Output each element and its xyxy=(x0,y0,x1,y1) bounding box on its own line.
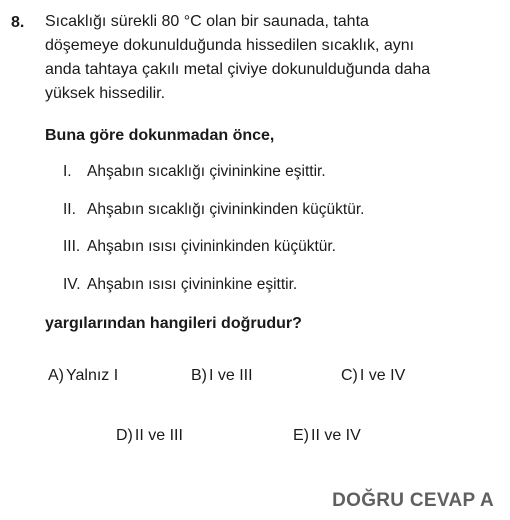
stem-line: yüksek hissedilir. xyxy=(45,85,166,102)
statement-i xyxy=(63,163,326,181)
option-text: II ve III xyxy=(134,427,183,444)
option-c[interactable] xyxy=(341,367,405,385)
option-text: Yalnız I xyxy=(66,367,119,384)
question-prompt: yargılarından hangileri doğrudur? xyxy=(45,315,302,332)
lead-in: Buna göre dokunmadan önce, xyxy=(45,127,275,144)
option-letter: C) xyxy=(341,367,358,384)
question-stem xyxy=(45,10,485,106)
statement-iii xyxy=(63,238,336,256)
statement-text: Ahşabın ısısı çivininkinden küçüktür. xyxy=(87,238,336,255)
option-d[interactable] xyxy=(116,427,183,445)
statement-iv xyxy=(63,276,297,294)
correct-answer-label: DOĞRU CEVAP A xyxy=(332,490,494,511)
statement-text: Ahşabın sıcaklığı çivininkinden küçüktür. xyxy=(87,201,365,218)
option-text: II ve IV xyxy=(311,427,361,444)
option-letter: A) xyxy=(48,367,64,384)
option-letter: B) xyxy=(191,367,207,384)
option-text: I ve III xyxy=(209,367,253,384)
statement-ii xyxy=(63,201,364,219)
option-b[interactable] xyxy=(191,367,253,385)
stem-line: Sıcaklığı sürekli 80 °C olan bir saunada, tahta xyxy=(45,13,369,30)
statement-text: Ahşabın ısısı çivininkine eşittir. xyxy=(87,276,298,293)
option-text: I ve IV xyxy=(359,367,406,384)
option-letter: D) xyxy=(116,427,133,444)
statement-numeral: II. xyxy=(63,201,76,218)
statement-numeral: IV. xyxy=(63,276,81,293)
stem-line: anda tahtaya çakılı metal çiviye dokunulduğunda daha xyxy=(45,61,431,78)
statement-text: Ahşabın sıcaklığı çivininkine eşittir. xyxy=(87,163,326,180)
option-letter: E) xyxy=(293,427,309,444)
statement-numeral: III. xyxy=(63,238,81,255)
stem-line: döşemeye dokunulduğunda hissedilen sıcaklık, aynı xyxy=(45,37,415,54)
question-number: 8. xyxy=(11,14,25,31)
statement-numeral: I. xyxy=(63,163,72,180)
option-a[interactable] xyxy=(48,367,118,385)
option-e[interactable] xyxy=(293,427,361,445)
